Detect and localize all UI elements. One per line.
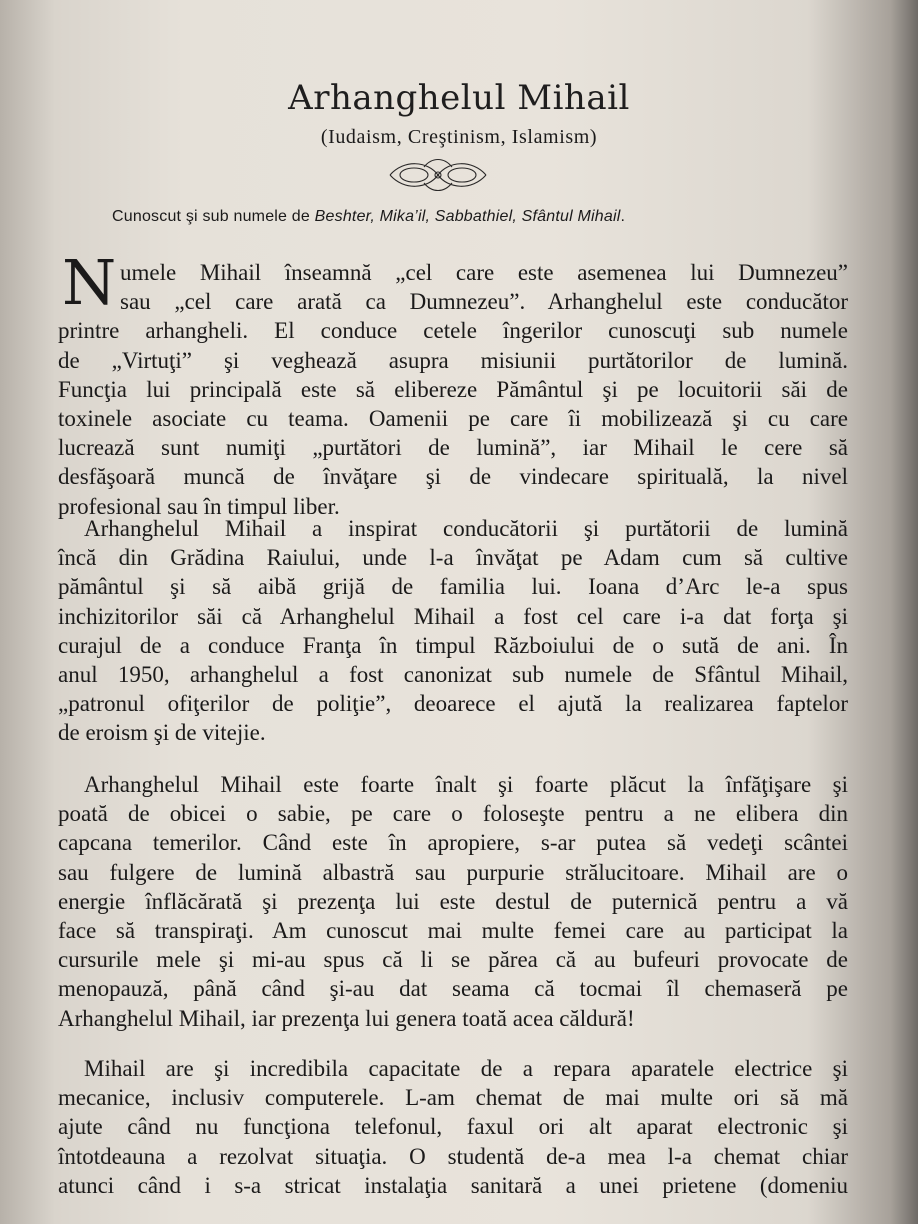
- text-line: întotdeauna a rezolvat situaţia. O studentă de-a mea l-a chemat chiar: [58, 1143, 848, 1169]
- text-line: menopauză, până când şi-au dat seama că tocmai îl chemaseră pe: [58, 976, 848, 1002]
- text-line: face să transpiraţi. Am cunoscut mai multe femei care au participat la: [58, 918, 848, 944]
- paragraph-4: [58, 1054, 848, 1200]
- alternate-names-prefix: Cunoscut şi sub numele de: [112, 208, 315, 225]
- text-line: anul 1950, arhanghelul a fost canonizat sub numele de Sfântul Mihail,: [58, 662, 848, 688]
- text-line: profesional sau în timpul liber.: [58, 493, 340, 519]
- text-line: printre arhangheli. El conduce cetele îngerilor cunoscuţi sub numele: [58, 318, 848, 344]
- text-line: Arhanghelul Mihail, iar prezenţa lui genera toată acea căldură!: [58, 1005, 635, 1031]
- page-title: Arhanghelul Mihail: [288, 78, 630, 118]
- text-line: inchizitorilor săi că Arhanghelul Mihail a fost cel care i-a dat forţa şi: [58, 603, 848, 629]
- text-line: capcana temerilor. Când este în apropiere, s-ar putea să vedeţi scântei: [58, 830, 848, 856]
- text-line: de „Virtuţi” şi veghează asupra misiunii purtătorilor de lumină.: [58, 347, 848, 373]
- alternate-names-suffix: .: [620, 208, 626, 225]
- drop-cap: N: [62, 246, 117, 319]
- text-line: umele Mihail înseamnă „cel care este asemenea lui Dumnezeu”: [120, 260, 848, 285]
- text-line: Funcţia lui principală este să elibereze Pământul şi pe locuitorii săi de: [58, 376, 848, 402]
- text-line: lucrează sunt numiţi „purtători de lumină”, iar Mihail le cere să: [58, 435, 848, 461]
- text-line: atunci când i s-a stricat instalaţia sanitară a unei prietene (domeniu: [58, 1172, 848, 1198]
- paragraph-3: [58, 770, 848, 1033]
- paragraph-2: [58, 514, 848, 748]
- text-line: ajute când nu funcţiona telefonul, faxul ori alt aparat electronic şi: [58, 1114, 848, 1140]
- alternate-names-list: Beshter, Mika’il, Sabbathiel, Sfântul Mihail: [314, 208, 621, 225]
- paragraph-1: [58, 258, 848, 521]
- text-line: energie înflăcărată şi prezenţa lui este destul de puternică pentru a vă: [58, 888, 848, 914]
- text-line: încă din Grădina Raiului, unde l-a învăţat pe Adam cum să cultive: [58, 545, 848, 571]
- text-line: poată de obicei o sabie, pe care o foloseşte pentru a ne elibera din: [58, 801, 848, 827]
- text-line: pământul şi să aibă grijă de familia lui. Ioana d’Arc le-a spus: [58, 574, 848, 600]
- text-line: sau fulgere de lumină albastră sau purpurie strălucitoare. Mihail are o: [58, 859, 848, 885]
- text-line: cursurile mele şi mi-au spus că li se părea că au bufeuri provocate de: [58, 947, 848, 973]
- text-line: curajul de a conduce Franţa în timpul Războiului de o sută de ani. În: [58, 632, 848, 658]
- text-line: desfăşoară muncă de învăţare şi de vindecare spirituală, la nivel: [58, 464, 848, 490]
- text-line: „patronul ofiţerilor de poliţie”, deoarece el ajută la realizarea faptelor: [58, 691, 848, 717]
- text-line: Arhanghelul Mihail este foarte înalt şi foarte plăcut la înfăţişare şi: [84, 772, 848, 797]
- ornament-flourish-icon: [384, 153, 492, 197]
- text-line: de eroism şi de vitejie.: [58, 720, 266, 746]
- page-subtitle: (Iudaism, Creştinism, Islamism): [320, 126, 598, 148]
- text-line: mecanice, inclusiv computerele. L-am chemat de mai multe ori să mă: [58, 1085, 848, 1111]
- text-line: sau „cel care arată ca Dumnezeu”. Arhanghelul este conducător: [120, 289, 848, 315]
- text-line: Arhanghelul Mihail a inspirat conducătorii şi purtătorii de lumină: [84, 516, 848, 541]
- alternate-names: [112, 208, 812, 226]
- text-line: toxinele asociate cu teama. Oamenii pe care îi mobilizează şi cu care: [58, 406, 848, 432]
- text-line: Mihail are şi incredibila capacitate de a repara aparatele electrice şi: [84, 1056, 848, 1081]
